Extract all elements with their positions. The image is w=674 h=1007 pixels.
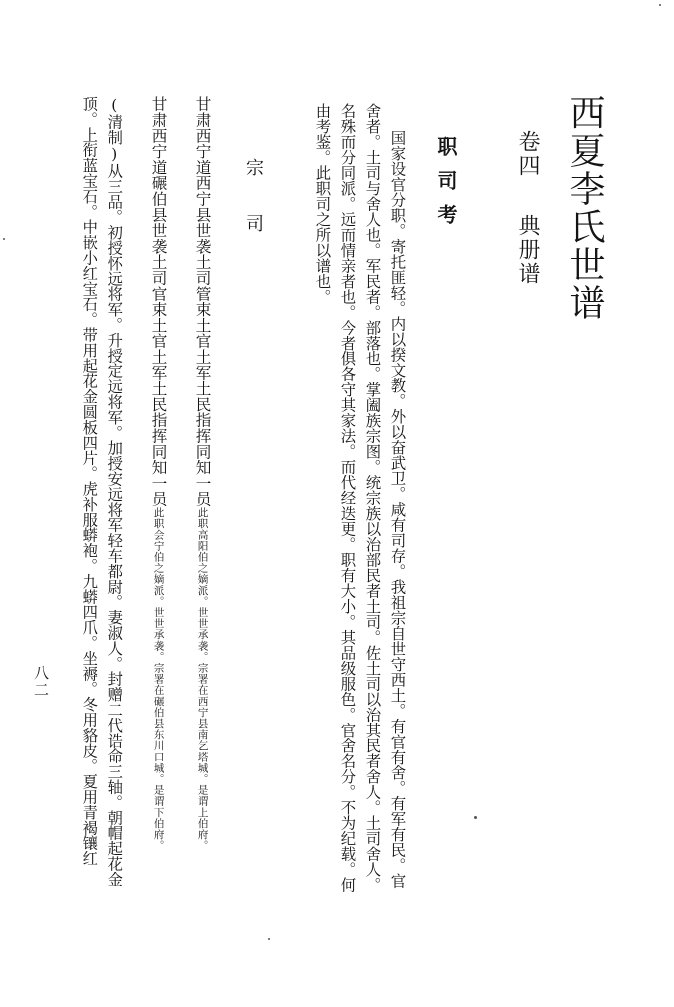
- scan-speck: [3, 238, 5, 240]
- intro-line-2: 舍者。土司与舍人也。军民者。部落也。掌阖族宗图。统宗族以治部民者土司。佐土司以治其民者舍人。土司舍人。: [363, 103, 382, 893]
- body-line-1: (清制)从三品。初授怀远将军。升授定远将军。加授安远将军轻车都尉。妻淑人。封赠二代诰命三轴。朝帽起花金: [105, 96, 124, 887]
- volume-number: 卷四: [515, 130, 540, 178]
- section-heading: 职司考: [434, 136, 458, 238]
- subsection-heading: 宗司: [243, 158, 264, 270]
- book-title: 西夏李氏世谱: [564, 94, 605, 322]
- scan-speck: [268, 938, 270, 940]
- entry-1-note: 此职高阳伯之嫡派。世世承袭。宗署在西宁县南乞塔城。是谓上伯府。: [196, 506, 209, 851]
- entry-2-note: 此职会宁伯之嫡派。世世承袭。宗署在碾伯县东川口城。是谓下伯府。: [152, 506, 165, 851]
- intro-line-4: 由考鉴。此职司之所以谱也。: [313, 103, 332, 305]
- scan-speck: [474, 816, 477, 819]
- entry-1-title: 甘肃西宁道西宁县世袭土司管束土官土军土民指挥同知一员: [193, 96, 212, 507]
- intro-line-3: 名殊而分同派。远而情亲者也。今者俱各守其家法。而代经迭更。职有大小。其品级服色。官舍名分。不为纪载。何: [338, 103, 357, 893]
- body-line-2: 顶。上衔蓝宝石。中嵌小红宝石。带用起花金圆板四片。虎补服蟒袍。九蟒四爪。坐褥。冬用貉皮。夏用青褐镶红: [80, 96, 99, 866]
- intro-line-1: 国家设官分职。寄托匪轻。内以揆文教。外以奋武卫。咸有司存。我祖宗自世守西土。有官有舍。有军有民。官: [388, 130, 407, 889]
- volume-name: 典册谱: [515, 214, 540, 286]
- entry-2: [150, 96, 167, 851]
- page-number: 八二: [32, 665, 50, 699]
- entry-2-title: 甘肃西宁道碾伯县世袭土司官束土官土军土民指挥同知一员: [149, 96, 168, 507]
- entry-1: [194, 96, 211, 851]
- scan-speck: [659, 4, 661, 6]
